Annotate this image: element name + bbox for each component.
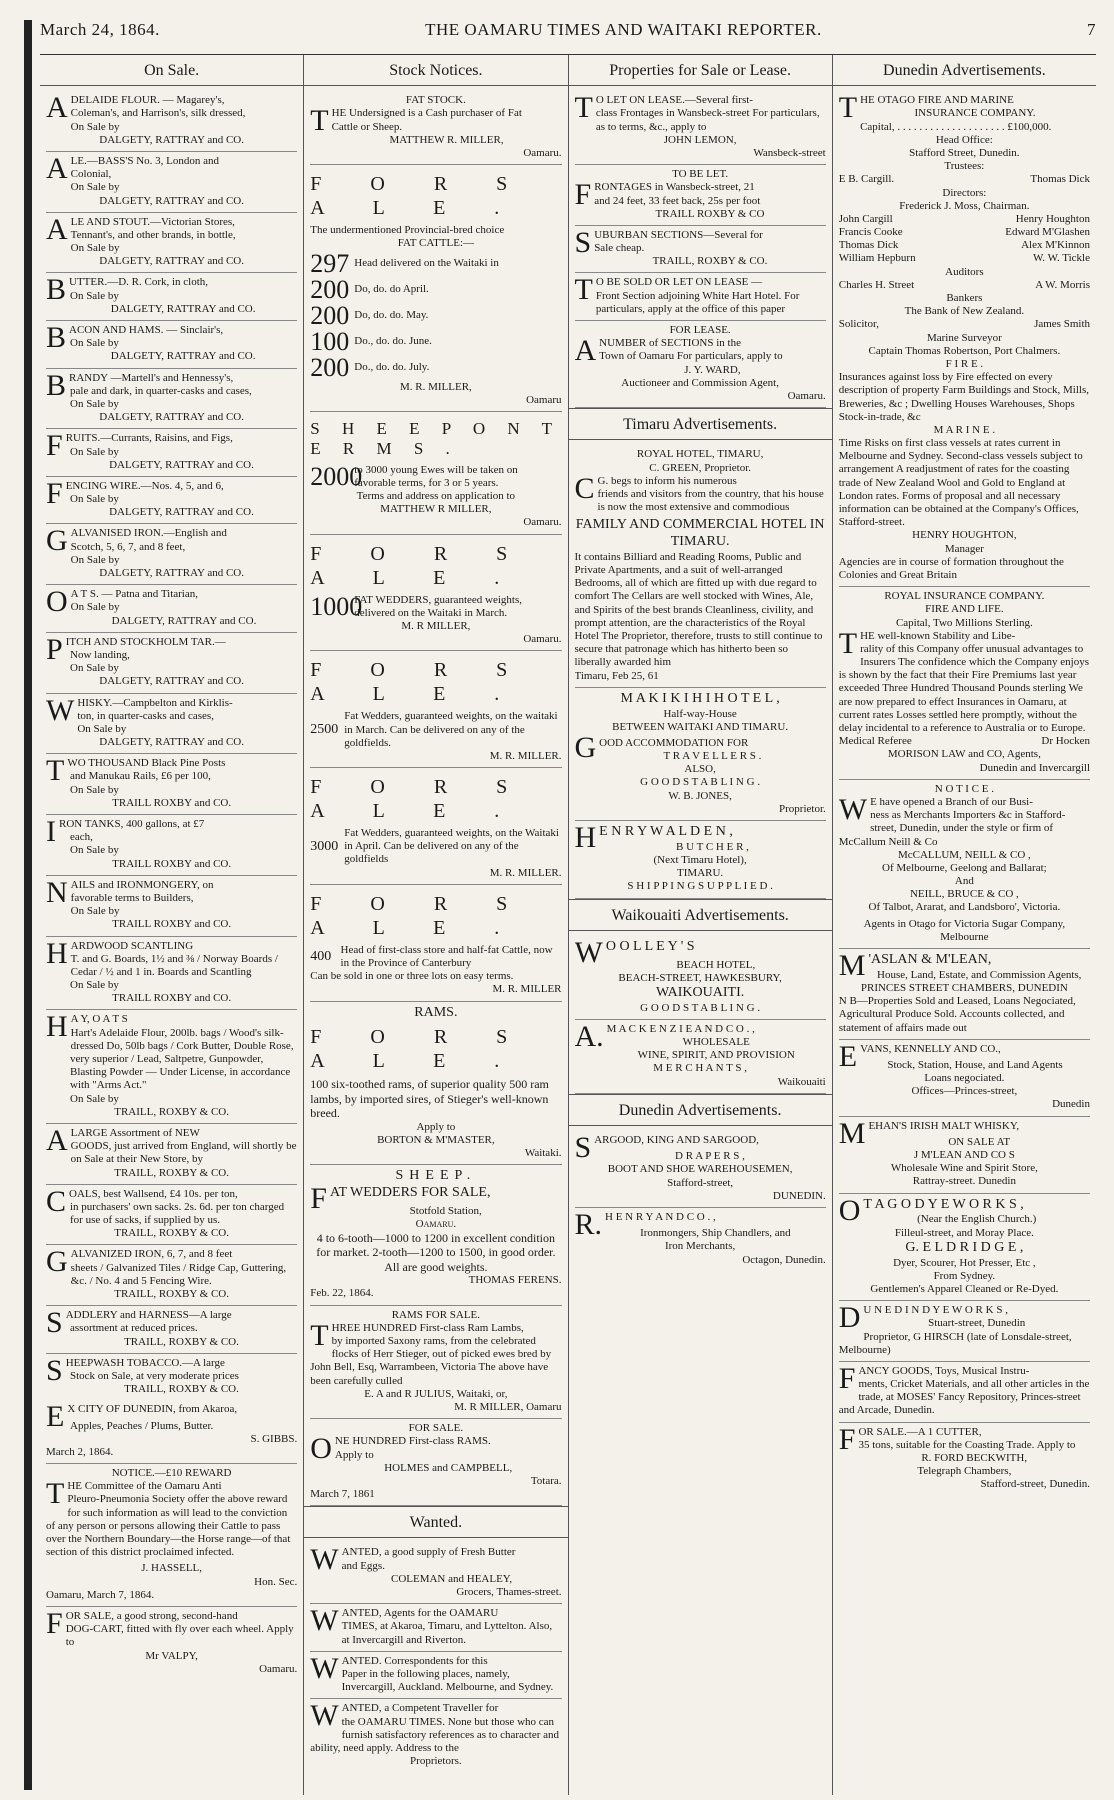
- drop-cap: W: [310, 1699, 339, 1733]
- ad-item: [46, 524, 297, 585]
- cattle-row: [310, 274, 561, 304]
- ad-headline: ANTED, a good supply of Fresh Butter: [341, 1546, 516, 1559]
- ad-for-sale-3000: F O R S A L E . 3000 Fat Wedders, guaranteed weights, on the Waitaki in April. Can be delivered on any of the goldfields M. R. MILLER.: [310, 768, 561, 885]
- ad-sheep-on-terms: S H E E P O N T E R M S . 2000 to 3000 young Ewes will be taken on favorable terms, for 3 or 5 years. Terms and address on application to MATTHEW R MILLER, Oamaru.: [310, 412, 561, 535]
- page-number: 7: [1086, 20, 1096, 39]
- ad-otago-dye-works: O T A G O D Y E W O R K S , (Near the English Church.) Filleul-street, and Moray Place. G. E L D R I D G E , Dyer, Scourer, Hot Presser, Etc , From Sydney. Gentlemen's Apparel Cleaned or Re-Dyed.: [839, 1194, 1090, 1302]
- ad-body: Tennant's, and other brands, in bottle,: [70, 228, 236, 241]
- ad-body: Now landing,: [70, 648, 130, 661]
- ad-headline: A T S. — Patna and Titarian,: [70, 588, 198, 601]
- wanted-item: [310, 1604, 561, 1652]
- director-name: Edward M'Glashen: [1005, 226, 1090, 239]
- ad-seller: DALGETY, RATTRAY and CO.: [99, 194, 244, 207]
- cattle-count: 200: [310, 300, 350, 330]
- ad-item: [46, 754, 297, 815]
- column-dunedin: [833, 55, 1096, 1795]
- ad-body: sheets / Galvanized Tiles / Ridge Cap, Guttering, &c. / No. 4 and 5 Fencing Wire.: [70, 1261, 287, 1287]
- ad-on-sale-by: On Sale by: [70, 1092, 119, 1105]
- section-header-wanted: Wanted.: [304, 1506, 567, 1538]
- drop-cap: G: [46, 1245, 68, 1279]
- ad-on-sale-by: On Sale by: [70, 397, 119, 410]
- drop-cap: S: [46, 1306, 63, 1340]
- ad-body: in purchasers' own sacks. 2s. 6d. per ton charged for use of sacks, if supplied by us.: [70, 1200, 285, 1227]
- ad-mackenzie: A. M A C K E N Z I E A N D C O . , WHOLESALE WINE, SPIRIT, AND PROVISION M E R C H A N T S , Waikouaiti: [575, 1020, 826, 1094]
- ad-place: Grocers, Thames-street.: [456, 1586, 562, 1599]
- drop-cap: W: [310, 1543, 339, 1577]
- ad-item: [46, 213, 297, 274]
- ad-headline: RANDY —Martell's and Hennessy's,: [69, 371, 234, 384]
- ad-seller: TRAILL ROXBY and CO.: [112, 918, 232, 931]
- ad-on-sale-by: On Sale by: [77, 722, 127, 735]
- drop-cap: H: [46, 936, 68, 970]
- ad-seller: DALGETY, RATTRAY and CO.: [109, 458, 254, 471]
- issue-date: March 24, 1864.: [40, 20, 160, 39]
- ad-headline: ITCH AND STOCKHOLM TAR.—: [65, 635, 226, 648]
- drop-cap: P: [46, 632, 63, 666]
- masthead: [40, 0, 1096, 55]
- ad-for-lease: FOR LEASE. A NUMBER of SECTIONS in the Town of Oamaru For particulars, apply to J. Y. WARD, Auctioneer and Commission Agent, Oamaru.: [575, 321, 826, 408]
- ad-body: pale and dark, in quarter-casks and cases,: [70, 384, 252, 397]
- ad-ex-city-dunedin: E X CITY OF DUNEDIN, from Akaroa, Apples, Peaches / Plums, Butter. S. GIBBS. March 2, 1864.: [46, 1400, 297, 1464]
- ad-to-be-let: TO BE LET. F RONTAGES in Wansbeck-street, 21 and 24 feet, 33 feet back, 25s per foot TRAILL ROXBY & CO: [575, 165, 826, 226]
- column-properties: [569, 55, 833, 1795]
- ad-seller: COLEMAN and HEALEY,: [390, 1572, 513, 1585]
- columns: [40, 55, 1096, 1795]
- ad-item: [46, 1354, 297, 1401]
- column-header: Stock Notices.: [304, 55, 567, 86]
- ad-seller: DALGETY, RATTRAY and CO.: [99, 255, 244, 268]
- ad-item: [46, 152, 297, 213]
- ad-on-sale-by: On Sale by: [70, 242, 120, 255]
- cattle-detail: Do, do. do. May.: [354, 308, 429, 321]
- director-row: [839, 213, 1090, 226]
- drop-cap: S: [46, 1353, 63, 1387]
- drop-cap: W: [310, 1604, 339, 1638]
- drop-cap: N: [46, 875, 68, 909]
- ad-dunedin-dye-works: D U N E D I N D Y E W O R K S , Stuart-street, Dunedin Proprietor, G HIRSCH (late of Lonsdale-street, Melbourne): [839, 1301, 1090, 1362]
- ad-seller: DALGETY, RATTRAY and CO.: [109, 506, 254, 519]
- cattle-count: 297: [310, 248, 350, 278]
- ad-royal-insurance: ROYAL INSURANCE COMPANY. FIRE AND LIFE. Capital, Two Millions Sterling. T HE well-known Stability and Libe- rality of this Company offer unusual advantages to Insurers The confidence which the Company enjoys is shown by the fact that their Fire Premiums last year exceeded Three Hundred Thousand Pounds sterling We are now prepared to effect Insurances in Oamaru, at current rates Losses settled here promptly, without the delay incidental to a reference to Australia or to Europe. Medical Referee Dr Hocken MORISON LAW and CO, Agents, Dunedin and Invercargill: [839, 587, 1090, 780]
- ad-headline: OALS, best Wallsend, £4 10s. per ton,: [69, 1187, 238, 1200]
- drop-cap: A: [46, 212, 68, 246]
- ad-for-sale-2500: F O R S A L E . 2500 Fat Wedders, guaranteed weights, on the waitaki in March. Can be delivered on any of the goldfields. M. R. MILLER.: [310, 651, 561, 768]
- ad-headline: ALVANISED IRON.—English and: [70, 527, 227, 540]
- director-name: Alex M'Kinnon: [1021, 239, 1090, 252]
- ad-seller: DALGETY, RATTRAY and CO.: [111, 614, 257, 627]
- ad-suburban-sections: S UBURBAN SECTIONS—Several for Sale cheap. TRAILL, ROXBY & CO.: [575, 226, 826, 274]
- ad-headline: HEEPWASH TOBACCO.—A large: [65, 1356, 225, 1369]
- ad-item: [46, 1010, 297, 1124]
- drop-cap: F: [46, 429, 63, 463]
- ad-seller: DALGETY, RATTRAY and CO.: [99, 133, 244, 146]
- ad-headline: LARGE Assortment of NEW: [70, 1126, 200, 1139]
- ad-item: [46, 1124, 297, 1185]
- ad-royal-hotel: ROYAL HOTEL, TIMARU, C. GREEN, Proprietor. C G. begs to inform his numerous friends and visitors from the country, that his house is now the most extensive and commodious FAMILY AND COMMERCIAL HOTEL IN TIMARU. It contains Billiard and Reading Rooms, Public and Private Apartments, and a suit of well-arranged Bedrooms, all of which are fitted up with due regard to comfort The Cellars are well stocked with Wines, Ale, and Spirits of the best brands Cleanliness, civility, and prompt attention, are the characteristics of the Royal Hotel The Proprietor, therefore, trusts to still continue to secure that patronage which has hitherto been so liberally awarded him Timaru, Feb 25, 61: [575, 445, 826, 687]
- directors-list: [839, 213, 1090, 266]
- ad-body: each,: [70, 831, 93, 844]
- ad-item: [46, 876, 297, 937]
- cattle-count: 200: [310, 274, 350, 304]
- ad-item: [46, 815, 297, 876]
- drop-cap: W: [310, 1651, 339, 1685]
- ad-headline: ANTED, Agents for the OAMARU: [341, 1607, 499, 1620]
- ad-on-sale-by: On Sale by: [70, 783, 119, 796]
- ad-cutter-for-sale: F OR SALE.—A 1 CUTTER, 35 tons, suitable for the Coasting Trade. Apply to R. FORD BECKWITH, Telegraph Chambers, Stafford-street, Dunedin.: [838, 1422, 1090, 1491]
- director-row: [839, 239, 1090, 252]
- drop-cap: A: [46, 1123, 68, 1157]
- ad-body: and Manukau Rails, £6 per 100,: [70, 770, 211, 783]
- ad-seller: DALGETY, RATTRAY and CO.: [99, 411, 244, 424]
- ad-body: T. and G. Boards, 1½ and ⅜ / Norway Boards / Cedar / ½ and 1 in. Boards and Scantling: [70, 952, 278, 978]
- ad-on-sale-by: On Sale by: [70, 493, 119, 506]
- cattle-detail: Do, do. do April.: [354, 282, 429, 295]
- ad-to-be-sold: T O BE SOLD OR LET ON LEASE — Front Section adjoining White Hart Hotel. For particulars, apply at the office of this paper: [575, 273, 826, 321]
- ad-seller: TRAILL, ROXBY & CO.: [114, 1105, 230, 1118]
- ad-seller: TRAILL, ROXBY & CO.: [114, 1166, 230, 1179]
- ad-item: [46, 91, 297, 152]
- ad-seller: TRAILL, ROXBY & CO.: [114, 1227, 230, 1240]
- ad-dog-cart: F OR SALE, a good strong, second-hand DOG-CART, fitted with fly over each wheel. Apply to Mr VALPY, Oamaru.: [46, 1606, 298, 1675]
- drop-cap: I: [46, 815, 56, 848]
- ad-otago-insurance: T HE OTAGO FIRE AND MARINE INSURANCE COMPANY. Capital, . . . . . . . . . . . . . . . . . . . . £100,000. Head Office: Stafford Street, Dunedin. Trustees: E B. Cargill. Thomas Dick Directors: Frederick J. Moss, Chairman. John Cargill Henry Houghton Francis Cooke Edward M'Glashen Thomas Dick Alex M'Kinnon William Hepburn W. W. Tickle Auditors Charles H. Street A W. Morris Bankers The Bank of New Zealand. Solicitor, James Smith Marine Surveyor Captain Thomas Robertson, Port Chalmers. F I R E . Insurances against loss by Fire effected on every description of property Farm Buildings and Stock, Mills, Breweries, &c ; Dwelling Houses Warehouses, Shops Stock-in-trade, &c M A R I N E . Time Risks on first class vessels at rates current in Melbourne and Sydney. Second-class vessels subject to arrangement A readjustment of rates for the coasting trade of New Zealand Wool and Gold to England at London rates. Forms of proposal and all necessary information can be obtained at the Company's Offices, Stafford-street. HENRY HOUGHTON, Manager Agencies are in course of formation throughout the Colonies and Great Britain: [839, 91, 1090, 587]
- ad-on-sale-by: On Sale by: [70, 844, 119, 857]
- drop-cap: A: [46, 91, 68, 125]
- cattle-delivery-rows: [310, 248, 561, 382]
- ad-body: and Eggs.: [341, 1559, 385, 1572]
- ad-item: [46, 1306, 297, 1354]
- ad-seller: DALGETY, RATTRAY and CO.: [110, 302, 256, 315]
- ad-headline: RON TANKS, 400 gallons, at £7: [59, 818, 205, 830]
- ad-rams-for-sale: RAMS FOR SALE. T HREE HUNDRED First-class Ram Lambs, by imported Saxony rams, from the celebrated flocks of Herr Stieger, out of picked ewes bred by John Bell, Esq, Warrambeen, Victoria The above have been carefully culled E. A and R JULIUS, Waitaki, or, M. R MILLER, Oamaru: [310, 1306, 561, 1420]
- ad-item: [46, 1185, 297, 1246]
- cattle-detail: Do., do. do. July.: [354, 360, 430, 373]
- drop-cap: B: [46, 321, 67, 354]
- section-header-dunedin: Dunedin Advertisements.: [569, 1094, 832, 1126]
- ad-seller: TRAILL, ROXBY & CO.: [124, 1335, 239, 1348]
- wanted-item: [310, 1652, 561, 1700]
- drop-cap: C: [46, 1184, 67, 1218]
- ad-seller: TRAILL ROXBY and CO.: [112, 857, 232, 870]
- ad-body: favorable terms to Builders,: [70, 891, 194, 904]
- ad-headline: ACON AND HAMS. — Sinclair's,: [69, 324, 224, 336]
- ad-headline: HISKY.—Campbelton and Kirklis-: [77, 696, 233, 709]
- ad-headline: ALVANIZED IRON, 6, 7, and 8 feet: [70, 1248, 233, 1261]
- cattle-row: [310, 300, 561, 330]
- cattle-row: [310, 326, 561, 356]
- director-name: Francis Cooke: [838, 226, 903, 239]
- ad-body: GOODS, just arrived from England, will shortly be on Sale at their New Store, by: [70, 1140, 297, 1166]
- ad-headline: DELAIDE FLOUR. — Magarey's,: [70, 94, 225, 107]
- ad-headline: LE AND STOUT.—Victorian Stores,: [70, 215, 235, 228]
- ad-notice-reward: NOTICE.—£10 REWARD T HE Committee of the Oamaru Anti Pleuro-Pneumonia Society offer the above reward for such information as will lead to the conviction of any person or persons allowing their Cattle to pass over the Northern Boundary—the Horse range—of that section of this district proclaimed infected. J. HASSELL, Hon. Sec. Oamaru, March 7, 1864.: [46, 1464, 297, 1607]
- cattle-detail: Do., do. do. June.: [354, 334, 432, 347]
- wanted-item: [310, 1699, 561, 1772]
- drop-cap: W: [46, 693, 75, 727]
- ad-on-sale-by: On Sale by: [70, 553, 120, 566]
- ad-headline: ADDLERY and HARNESS—A large: [65, 1309, 232, 1322]
- ad-for-sale-400: F O R S A L E . 400 Head of first-class store and half-fat Cattle, now in the Province of Canterbury Can be sold in one or three lots on easy terms. M. R. MILLER: [310, 885, 561, 1002]
- drop-cap: F: [46, 476, 63, 510]
- ad-list: [46, 91, 297, 1400]
- cattle-row: [310, 352, 561, 382]
- ad-headline: AILS and IRONMONGERY, on: [70, 878, 214, 891]
- ad-headline: A Y, O A T S: [70, 1013, 128, 1026]
- ad-on-sale-by: On Sale by: [70, 905, 120, 918]
- ad-seller: TRAILL, ROXBY & CO.: [114, 1288, 230, 1300]
- drop-cap: G: [46, 524, 68, 558]
- ad-seller: DALGETY, RATTRAY and CO.: [99, 736, 244, 749]
- drop-cap: B: [46, 273, 67, 307]
- ad-fat-stock: FAT STOCK. T HE Undersigned is a Cash purchaser of Fat Cattle or Sheep. MATTHEW R. MILLER, Oamaru.: [310, 91, 561, 165]
- ad-seller: TRAILL ROXBY and CO.: [112, 992, 232, 1005]
- ad-sargood: S ARGOOD, KING AND SARGOOD, D R A P E R S , BOOT AND SHOE WAREHOUSEMEN, Stafford-street, DUNEDIN.: [575, 1131, 826, 1208]
- ad-on-sale-by: On Sale by: [70, 662, 119, 675]
- ad-body: TIMES, at Akaroa, Timaru, and Lyttelton. Also, at Invercargill and Riverton.: [341, 1620, 553, 1646]
- cattle-count: 200: [310, 352, 350, 382]
- cattle-count: 100: [310, 326, 350, 356]
- ad-seller: DALGETY, RATTRAY and CO.: [99, 675, 244, 688]
- ad-headline: UTTER.—D. R. Cork, in cloth,: [69, 276, 209, 289]
- ad-notice-mccallum: N O T I C E . W E have opened a Branch of our Busi- ness as Merchants Importers &c in Stafford-street, Dunedin, under the style or firm of McCallum Neill & Co McCALLUM, NEILL & CO , Of Melbourne, Geelong and Ballarat; And NEILL, BRUCE & CO , Of Talbot, Ararat, and Landsboro', Victoria. Agents in Otago for Victoria Sugar Company, Melbourne: [839, 780, 1090, 949]
- director-row: [839, 226, 1090, 239]
- ad-item: [46, 369, 297, 430]
- ad-item: [46, 1245, 297, 1306]
- ad-on-sale-by: On Sale by: [70, 289, 119, 302]
- section-header-waikouaiti: Waikouaiti Advertisements.: [569, 899, 832, 931]
- ad-seller: Proprietors.: [410, 1755, 462, 1768]
- director-row: [839, 252, 1090, 265]
- ad-r-henry: R. H E N R Y A N D C O . , Ironmongers, Ship Chandlers, and Iron Merchants, Octagon, Dunedin.: [574, 1207, 826, 1266]
- ad-makikihi-hotel: M A K I K I H I H O T E L , Half-way-House BETWEEN WAITAKI AND TIMARU. G OOD ACCOMMODATION FOR T R A V E L L E R S . ALSO, G O O D S T A B L I N G . W. B. JONES, Proprietor.: [575, 688, 826, 821]
- page-binding-edge: [24, 20, 32, 1790]
- ad-fancy-goods: F ANCY GOODS, Toys, Musical Instru- ments, Cricket Materials, and all other articles in the trade, at MOSES' Fancy Repository, Princes-street and Arcade, Dunedin.: [839, 1362, 1090, 1423]
- ad-on-sale-by: On Sale by: [70, 120, 120, 133]
- ad-body: assortment at reduced prices.: [70, 1322, 198, 1335]
- drop-cap: O: [46, 585, 68, 619]
- ad-body: ton, in quarter-casks and cases,: [77, 709, 214, 722]
- ad-to-let: T O LET ON LEASE.—Several first- class Frontages in Wansbeck-street For particulars, as to terms, &c., apply to JOHN LEMON, Wansbeck-street: [575, 91, 826, 165]
- column-on-sale: [40, 55, 304, 1795]
- ad-item: [46, 429, 297, 477]
- ad-headline: ARDWOOD SCANTLING: [70, 939, 194, 952]
- ad-for-sale-rams-100: FOR SALE. O NE HUNDRED First-class RAMS. Apply to HOLMES and CAMPBELL, Totara. March 7, 1861: [310, 1419, 561, 1506]
- ad-on-sale-by: On Sale by: [70, 979, 119, 992]
- ad-on-sale-by: On Sale by: [70, 181, 120, 194]
- newspaper-title: THE OAMARU TIMES AND WAITAKI REPORTER.: [425, 20, 822, 39]
- ad-seller: TRAILL, ROXBY & CO.: [124, 1383, 239, 1396]
- ad-item: [46, 321, 297, 369]
- column-header: Properties for Sale or Lease.: [569, 55, 832, 86]
- wanted-item: [310, 1543, 561, 1604]
- ad-henry-walden: H E N R Y W A L D E N , B U T C H E R , (Next Timaru Hotel), TIMARU. S H I P P I N G S U P P L I E D .: [575, 821, 826, 899]
- wanted-list: [310, 1543, 561, 1772]
- ad-woolleys-hotel: W O O L L E Y ' S BEACH HOTEL, BEACH-STREET, HAWKESBURY, WAIKOUAITI. G O O D S T A B L I N G .: [575, 936, 826, 1020]
- ad-body: Scotch, 5, 6, 7, and 8 feet,: [70, 540, 186, 553]
- cattle-row: [310, 248, 561, 278]
- ad-on-sale-by: On Sale by: [70, 445, 119, 458]
- ad-headline: ENCING WIRE.—Nos. 4, 5, and 6,: [65, 479, 224, 492]
- ad-body: Hart's Adelaide Flour, 200lb. bags / Wood's silk-dressed Do, 50lb bags / Cork Butter, Double Rose, very superior / Lead, Saltpetre, Gunpowder, Blasting Powder — Under License, in accordance with "Arms Act.": [70, 1026, 294, 1092]
- ad-body: Paper in the following places, namely, Invercargill, Auckland. Melbourne, and Sydney.: [341, 1667, 554, 1694]
- director-name: William Hepburn: [838, 252, 916, 265]
- ad-body: Stock on Sale, at very moderate prices: [70, 1369, 239, 1382]
- drop-cap: A: [46, 151, 68, 185]
- ad-item: [46, 477, 297, 525]
- ad-item: [46, 937, 297, 1011]
- ad-on-sale-by: On Sale by: [70, 337, 119, 350]
- ad-sheep: SHEEP. F AT WEDDERS FOR SALE, Stotfold Station, Oamaru. 4 to 6-tooth—1000 to 1200 in excellent condition for market. 2-tooth—1200 to 1500, in good order. All are good weights. THOMAS FERENS. Feb. 22, 1864.: [310, 1165, 561, 1306]
- ad-maslan-mclean: M 'ASLAN & M'LEAN, House, Land, Estate, and Commission Agents, PRINCES STREET CHAMBERS, DUNEDIN N B—Properties Sold and Leased, Loans Negociated, Agricultural Produce Sold. Accounts collected, and statement of affairs made out: [839, 949, 1090, 1040]
- director-name: John Cargill: [838, 212, 893, 225]
- ad-item: [46, 694, 297, 755]
- drop-cap: T: [46, 754, 65, 788]
- drop-cap: H: [46, 1010, 68, 1044]
- column-header: Dunedin Advertisements.: [833, 55, 1096, 86]
- ad-on-sale-by: On Sale by: [70, 601, 120, 614]
- ad-item: [46, 633, 297, 694]
- ad-headline: ANTED. Correspondents for this: [341, 1654, 488, 1667]
- ad-item: [46, 585, 297, 633]
- ad-seller: TRAILL ROXBY and CO.: [112, 796, 232, 809]
- ad-headline: LE.—BASS'S No. 3, London and: [70, 154, 220, 167]
- director-name: W. W. Tickle: [1032, 252, 1090, 265]
- ad-headline: ANTED, a Competent Traveller for: [341, 1702, 499, 1715]
- column-header: On Sale.: [40, 55, 303, 86]
- cattle-detail: Head delivered on the Waitaki in: [354, 256, 499, 269]
- ad-body: Colonial,: [70, 168, 112, 181]
- ad-mehans-whisky: M EHAN'S IRISH MALT WHISKY, ON SALE AT J M'LEAN AND CO S Wholesale Wine and Spirit Store, Rattray-street. Dunedin: [839, 1117, 1090, 1194]
- column-stock-notices: [304, 55, 568, 1795]
- ad-rams: RAMS. F O R S A L E . 100 six-toothed rams, of superior quality 500 ram lambs, by imported sires, of Stieger's well-known breed. Apply to BORTON & M'MASTER, Waitaki.: [310, 1002, 561, 1166]
- ad-item: [46, 273, 297, 321]
- ad-evans-kennelly: E VANS, KENNELLY AND CO., Stock, Station, House, and Land Agents Loans negociated. Offices—Princes-street, Dunedin: [839, 1040, 1090, 1117]
- director-name: Henry Houghton: [1015, 212, 1090, 225]
- director-name: Thomas Dick: [838, 239, 899, 252]
- ad-for-sale-cattle: F O R S A L E . The undermentioned Provincial-bred choice FAT CATTLE:— 297 Head delivered on the Waitaki in 200 Do, do. do April. 200 Do, do. do. May. 100 Do., do. do. June. 200 Do., do. do. July. M. R. MILLER, Oamaru: [310, 165, 561, 412]
- ad-body: the OAMARU TIMES. None but those who can furnish satisfactory references as to character and ability, need apply. Address to the: [310, 1715, 560, 1754]
- ad-headline: WO THOUSAND Black Pine Posts: [67, 757, 226, 770]
- ad-seller: DALGETY, RATTRAY and CO.: [110, 350, 256, 363]
- drop-cap: B: [46, 368, 67, 402]
- section-header-timaru: Timaru Advertisements.: [569, 408, 832, 440]
- ad-for-sale-1000: F O R S A L E . 1000 FAT WEDDERS, guaranteed weights, delivered on the Waitaki in March. M. R MILLER, Oamaru.: [310, 535, 561, 652]
- ad-headline: RUITS.—Currants, Raisins, and Figs,: [65, 432, 233, 445]
- ad-body: Coleman's, and Harrison's, silk dressed,: [70, 107, 246, 120]
- ad-seller: DALGETY, RATTRAY and CO.: [99, 567, 244, 579]
